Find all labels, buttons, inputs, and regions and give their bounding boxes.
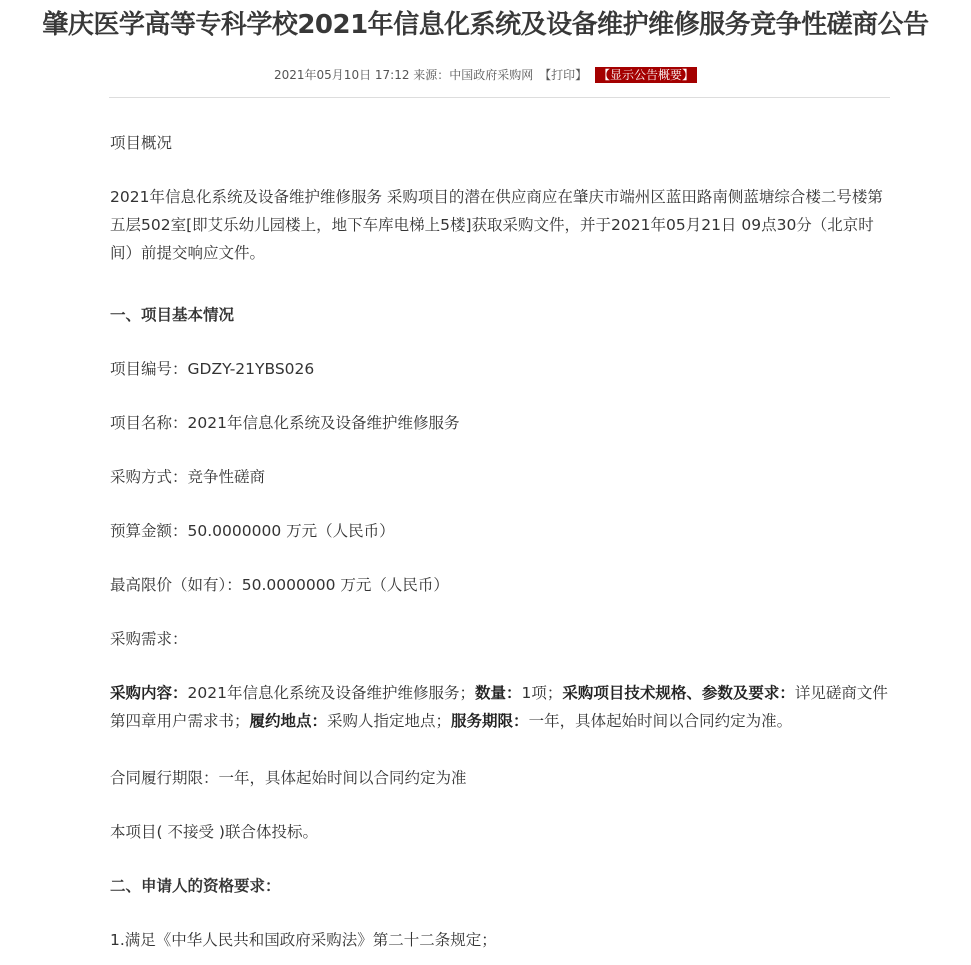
qty-label: 数量： [474, 684, 522, 702]
section2-heading: 二、申请人的资格要求： [110, 877, 281, 895]
show-summary-button[interactable]: 【显示公告概要】 [595, 67, 697, 83]
requirements-detail [110, 679, 890, 735]
location-label: 履约地点： [249, 712, 328, 730]
content-value: 2021年信息化系统及设备维护维修服务； [187, 684, 475, 702]
budget-amount: 预算金额：50.0000000 万元（人民币） [110, 522, 395, 540]
period-value: 一年，具体起始时间以合同约定为准。 [528, 712, 793, 730]
procurement-method: 采购方式：竞争性磋商 [110, 468, 266, 486]
qualification-1: 1.满足《中华人民共和国政府采购法》第二十二条规定； [110, 931, 497, 949]
consortium-note: 本项目( 不接受 )联合体投标。 [110, 823, 318, 841]
project-name: 项目名称：2021年信息化系统及设备维护维修服务 [110, 414, 460, 432]
spec-label: 采购项目技术规格、参数及要求： [562, 684, 795, 702]
overview-heading: 项目概况 [110, 134, 173, 152]
meta-line [0, 66, 971, 83]
overview-text: 2021年信息化系统及设备维护维修服务 采购项目的潜在供应商应在肇庆市端州区蓝田路南侧蓝塘综合楼二号楼第五层502室[即艾乐幼儿园楼上，地下车库电梯上5楼]获取采购文件，并于2021年05月21日 09点30分（北京时间）前提交响应文件。 [110, 188, 883, 262]
content-label: 采购内容： [110, 684, 188, 702]
project-number: 项目编号：GDZY-21YBS026 [110, 360, 315, 378]
period-label: 服务期限： [451, 712, 529, 730]
section1-heading: 一、项目基本情况 [110, 306, 235, 324]
contract-period: 合同履行期限：一年，具体起始时间以合同约定为准 [110, 769, 467, 787]
requirements-label: 采购需求： [110, 630, 188, 648]
title-divider [109, 97, 890, 98]
location-value: 采购人指定地点； [327, 712, 452, 730]
announcement-title: 肇庆医学高等专科学校2021年信息化系统及设备维护维修服务竞争性磋商公告 [42, 10, 929, 40]
max-price: 最高限价（如有）：50.0000000 万元（人民币） [110, 576, 449, 594]
print-link[interactable]: 【打印】 [539, 68, 588, 82]
publish-info: 2021年05月10日 17:12 来源：中国政府采购网 [274, 68, 534, 82]
qty-value: 1项； [521, 684, 563, 702]
spec-value: 详见磋商文件第四章用户需求书； [110, 684, 888, 730]
